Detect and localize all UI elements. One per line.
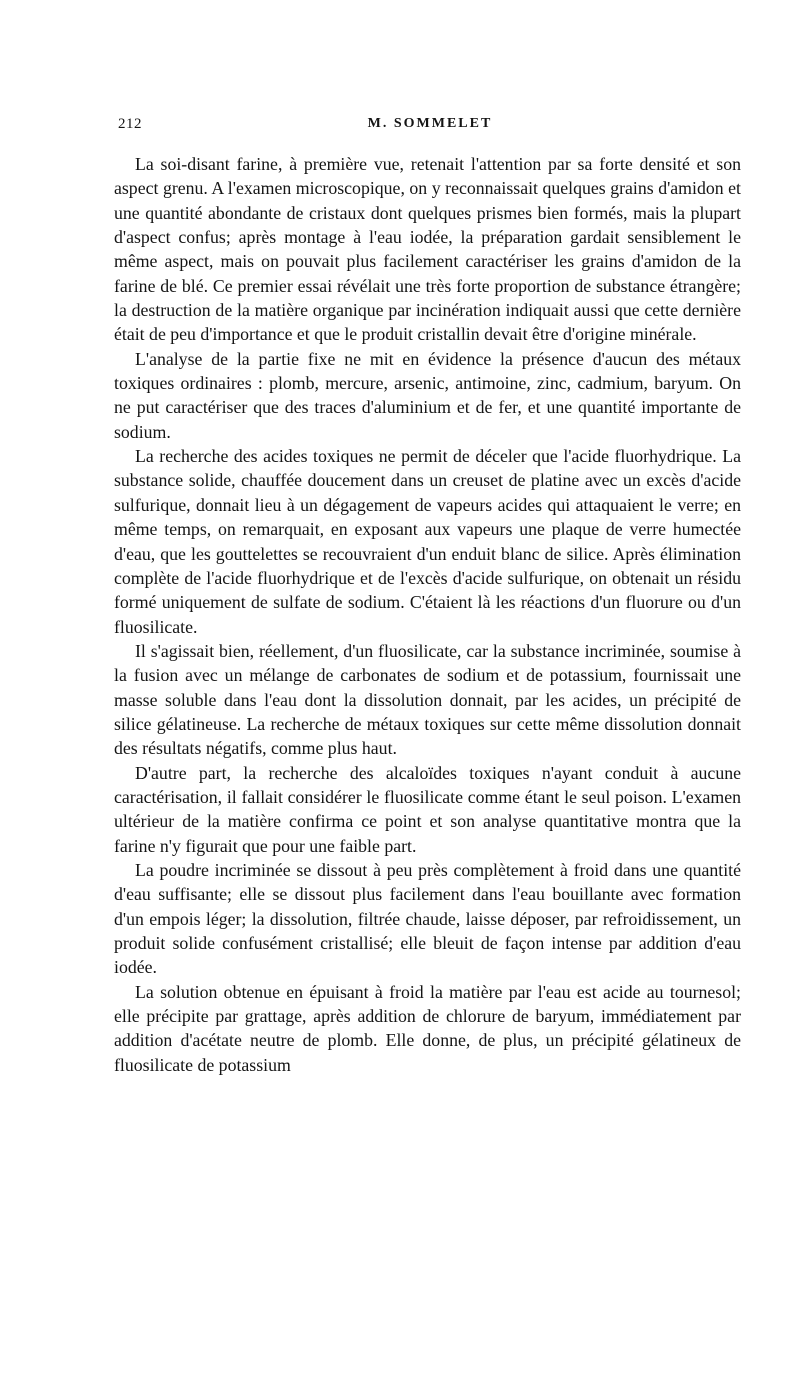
paragraph-poudre: La poudre incriminée se dissout à peu près complètement à froid dans une quantité d'eau suffisante; elle se dissout plus facilement dans l'eau bouillante avec formation d'un empois léger; la dissolution, filtrée chaude, laisse déposer, par refroidissement, un produit solide confusément cristallisé; elle bleuit de façon intense par addition d'eau iodée. <box>114 859 741 978</box>
paragraph-farine: La soi-disant farine, à première vue, retenait l'attention par sa forte densité et son aspect grenu. A l'examen microscopique, on y reconnaissait quelques grains d'amidon et une quantité abondante de cristaux dont quelques prismes bien formés, mais la plupart d'aspect confus; après montage à l'eau iodée, la préparation gardait sensiblement le même aspect, mais on pouvait plus facilement caractériser les grains d'amidon de la farine de blé. Ce premier essai révélait une très forte proportion de substance étrangère; la destruction de la matière organique par incinération indiquait aussi que cette dernière était de peu d'importance et que le produit cristallin devait être d'origine minérale. <box>114 154 741 345</box>
body-text <box>114 152 741 1077</box>
page-header <box>118 116 742 138</box>
paragraph-partie-fixe: L'analyse de la partie fixe ne mit en évidence la présence d'aucun des métaux toxiques ordinaires : plomb, mercure, arsenic, antimoine, zinc, cadmium, baryum. On ne put caractériser que des traces d'aluminium et de fer, et une quantité importante de sodium. <box>114 348 741 442</box>
page-number: 212 <box>118 116 142 132</box>
paragraph-fluosilicate: Il s'agissait bien, réellement, d'un fluosilicate, car la substance incriminée, soumise à la fusion avec un mélange de carbonates de sodium et de potassium, fournissait une masse soluble dans l'eau dont la dissolution donnait, par les acides, un précipité de silice gélatineuse. La recherche de métaux toxiques sur cette même dissolution donnait des résultats négatifs, comme plus haut. <box>114 640 741 759</box>
paragraph-acides-toxiques: La recherche des acides toxiques ne permit de déceler que l'acide fluorhydrique. La substance solide, chauffée doucement dans un creuset de platine avec un excès d'acide sulfurique, donnait lieu à un dégagement de vapeurs acides qui attaquaient le verre; en même temps, on remarquait, en exposant aux vapeurs une plaque de verre humectée d'eau, que les gouttelettes se recouvraient d'un enduit blanc de silice. Après élimination complète de l'acide fluorhydrique et de l'excès d'acide sulfurique, on obtenait un résidu formé uniquement de sulfate de sodium. C'étaient là les réactions d'un fluorure ou d'un fluosilicate. <box>114 446 741 637</box>
running-head: M. SOMMELET <box>367 116 493 131</box>
paragraph-alcaloides: D'autre part, la recherche des alcaloïdes toxiques n'ayant conduit à aucune caractérisation, il fallait considérer le fluosilicate comme étant le seul poison. L'examen ultérieur de la matière confirma ce point et son analyse quantitative montra que la farine n'y figurait que pour une faible part. <box>114 762 741 856</box>
paragraph-solution: La solution obtenue en épuisant à froid la matière par l'eau est acide au tournesol; elle précipite par grattage, après addition de chlorure de baryum, immédiatement par addition d'acétate neutre de plomb. Elle donne, de plus, un précipité gélatineux de fluosilicate de potassium <box>114 981 741 1075</box>
